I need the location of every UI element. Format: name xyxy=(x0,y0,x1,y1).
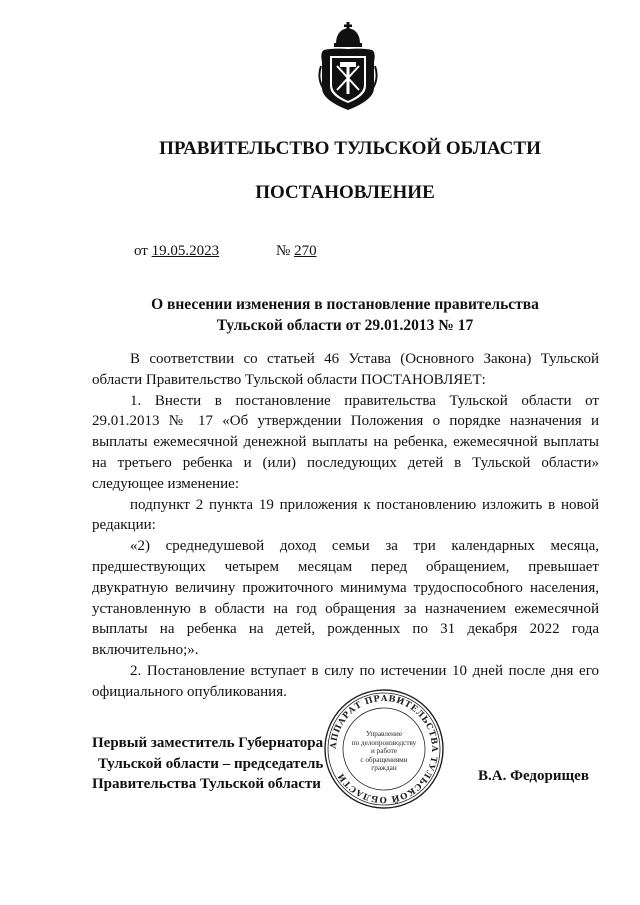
stamp-inner-text xyxy=(343,730,425,773)
date-prefix: от xyxy=(134,243,152,259)
stamp-line: граждан xyxy=(371,764,397,773)
number-prefix: № xyxy=(276,243,295,259)
signatory-title xyxy=(92,733,323,795)
signatory-name: В.А. Федорищев xyxy=(478,768,589,784)
stamp-line: с обращениями xyxy=(360,755,408,764)
coat-of-arms-icon xyxy=(318,22,378,112)
document-type: ПОСТАНОВЛЕНИЕ xyxy=(255,182,435,203)
document-subject xyxy=(90,294,600,336)
subject-line: О внесении изменения в постановление правительства xyxy=(151,296,539,313)
body-paragraph: подпункт 2 пункта 19 приложения к постановлению изложить в новой редакции: xyxy=(92,496,599,534)
signatory-line: Тульской области – председатель xyxy=(98,755,324,772)
body-paragraph: 2. Постановление вступает в силу по истечении 10 дней после дня его официального опубликования. xyxy=(92,662,599,700)
body-paragraph: В соответствии со статьей 46 Устава (Основного Закона) Тульской области Правительство Тульской области ПОСТАНОВЛЯЕТ: xyxy=(92,351,599,388)
date-value: 19.05.2023 xyxy=(151,243,220,259)
stamp-line: и работе xyxy=(371,747,397,756)
organization-title: ПРАВИТЕЛЬСТВО ТУЛЬСКОЙ ОБЛАСТИ xyxy=(159,138,541,159)
document-date xyxy=(134,243,219,260)
body-paragraph: 1. Внести в постановление правительства Тульской области от 29.01.2013 № 17 «Об утверждении Положения о порядке назначения и выплаты ежемесячной денежной выплаты на ребенка, ежемесячной выплаты на третьего ребенка и (или) последующих детей в Тульской области» следующее изменение: xyxy=(92,392,599,492)
subject-line: Тульской области от 29.01.2013 № 17 xyxy=(216,317,474,334)
signatory-line: Правительства Тульской области xyxy=(92,776,321,792)
stamp-line: по делопроизводству xyxy=(351,738,417,747)
stamp-line: Управление xyxy=(365,730,403,738)
stamp-ring-text: АППАРАТ ПРАВИТЕЛЬСТВА ТУЛЬСКОЙ ОБЛАСТИ xyxy=(327,692,441,806)
number-value: 270 xyxy=(294,243,317,259)
signatory-line: Первый заместитель Губернатора xyxy=(92,735,324,751)
body-paragraph: «2) среднедушевой доход семьи за три календарных месяца, предшествующих четырем месяцам перед обращением, превышает двукратную величину прожиточного минимума трудоспособного населения, установленную в области на год обращения за назначением ежемесячной выплаты на ребенка на детей, рожденных по 31 декабря 2022 года включительно;». xyxy=(92,538,599,659)
document-body xyxy=(92,349,599,703)
document-number xyxy=(276,243,317,260)
